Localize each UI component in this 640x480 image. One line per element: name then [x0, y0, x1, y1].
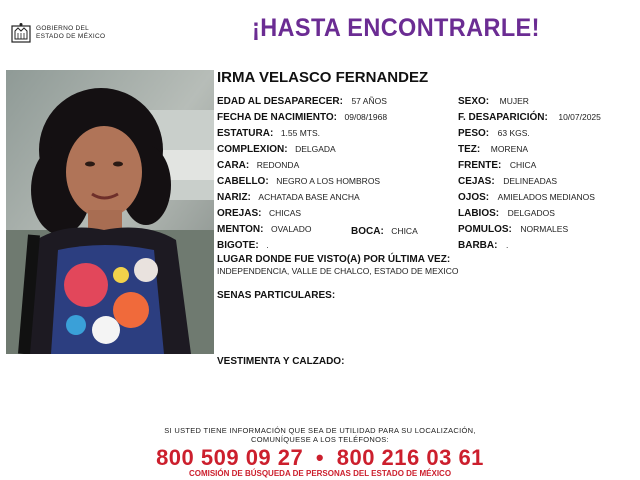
field-value: MORENA: [490, 144, 529, 154]
field-label: SEXO:: [458, 96, 490, 107]
field-value: REDONDA: [256, 160, 300, 170]
field-value: .: [505, 240, 509, 250]
field-label: F. DESAPARICIÓN:: [458, 112, 548, 123]
field-value: 1.55 MTS.: [280, 128, 321, 138]
field-bigote: [217, 240, 269, 251]
field-ojos: [458, 192, 595, 203]
phone-1: 800 509 09 27: [156, 445, 304, 470]
field-label: CARA:: [217, 160, 250, 171]
field-value: DELGADA: [295, 144, 336, 154]
field-label: ESTATURA:: [217, 128, 274, 139]
field-nacimiento: [217, 112, 387, 123]
field-cejas: [458, 176, 557, 187]
field-label: LABIOS:: [458, 208, 500, 219]
field-edad: [217, 96, 387, 107]
field-label: COMPLEXION:: [217, 144, 288, 155]
field-boca: [351, 226, 418, 237]
field-label: PESO:: [458, 128, 490, 139]
field-estatura: [217, 128, 320, 139]
field-value: MUJER: [499, 96, 529, 106]
government-logo: [10, 22, 120, 46]
phone-separator: •: [315, 445, 325, 470]
headline: ¡HASTA ENCONTRARLE!: [252, 14, 540, 42]
field-value: DELINEADAS: [503, 176, 558, 186]
field-label: OREJAS:: [217, 208, 262, 219]
field-value: DELGADOS: [507, 208, 555, 218]
field-label: POMULOS:: [458, 224, 512, 235]
field-label: MENTON:: [217, 224, 264, 235]
field-value: OVALADO: [271, 224, 312, 234]
logo-line-1: GOBIERNO DEL: [36, 25, 90, 32]
field-frente: [458, 160, 536, 171]
field-orejas: [217, 208, 301, 219]
field-sexo: [458, 96, 529, 107]
field-desaparicion: [458, 112, 601, 123]
field-label: NARIZ:: [217, 192, 251, 203]
field-label: BARBA:: [458, 240, 498, 251]
field-menton: [217, 224, 311, 235]
vestimenta-label: VESTIMENTA Y CALZADO:: [217, 356, 345, 367]
footer-commission: COMISIÓN DE BÚSQUEDA DE PERSONAS DEL ESTADO DE MÉXICO: [188, 469, 452, 478]
field-label: OJOS:: [458, 192, 490, 203]
state-emblem-icon: [10, 22, 32, 46]
field-label: FECHA DE NACIMIENTO:: [217, 112, 337, 123]
contact-info-line-1: SI USTED TIENE INFORMACIÓN QUE SEA DE UTILIDAD PARA SU LOCALIZACIÓN,: [164, 426, 476, 435]
field-value: CHICAS: [268, 208, 302, 218]
field-value: NEGRO A LOS HOMBROS: [276, 176, 381, 186]
person-photo: [6, 70, 214, 354]
field-label: BOCA:: [351, 226, 384, 237]
field-nariz: [217, 192, 360, 203]
field-label: BIGOTE:: [217, 240, 259, 251]
field-peso: [458, 128, 530, 139]
field-label: TEZ:: [458, 144, 481, 155]
logo-text: [36, 25, 105, 41]
field-value: 09/08/1968: [344, 112, 388, 122]
logo-line-2: ESTADO DE MÉXICO: [36, 33, 106, 40]
last-seen-value: INDEPENDENCIA, VALLE DE CHALCO, ESTADO DE MEXICO: [217, 266, 459, 276]
field-labios: [458, 208, 555, 219]
field-label: EDAD AL DESAPARECER:: [217, 96, 343, 107]
field-cabello: [217, 176, 380, 187]
field-label: CABELLO:: [217, 176, 269, 187]
field-value: ACHATADA BASE ANCHA: [258, 192, 360, 202]
field-value: CHICA: [391, 226, 418, 236]
person-name: IRMA VELASCO FERNANDEZ: [217, 69, 429, 86]
field-pomulos: [458, 224, 568, 235]
last-seen-label: LUGAR DONDE FUE VISTO(A) POR ÚLTIMA VEZ:: [217, 254, 451, 265]
field-value: 63 KGS.: [497, 128, 530, 138]
field-cara: [217, 160, 299, 171]
field-value: 10/07/2025: [558, 112, 601, 122]
field-value: CHICA: [509, 160, 537, 170]
phone-numbers: [0, 445, 640, 471]
field-complexion: [217, 144, 336, 155]
field-value: NORMALES: [520, 224, 569, 234]
field-tez: [458, 144, 528, 155]
field-value: 57 AÑOS: [351, 96, 387, 106]
field-barba: [458, 240, 508, 251]
phone-2: 800 216 03 61: [336, 445, 484, 470]
contact-info-line-2: COMUNÍQUESE A LOS TELÉFONOS:: [251, 435, 389, 444]
senas-label: SENAS PARTICULARES:: [217, 290, 336, 301]
field-label: FRENTE:: [458, 160, 502, 171]
field-value: AMIELADOS MEDIANOS: [497, 192, 595, 202]
field-value: .: [266, 240, 269, 250]
field-label: CEJAS:: [458, 176, 495, 187]
